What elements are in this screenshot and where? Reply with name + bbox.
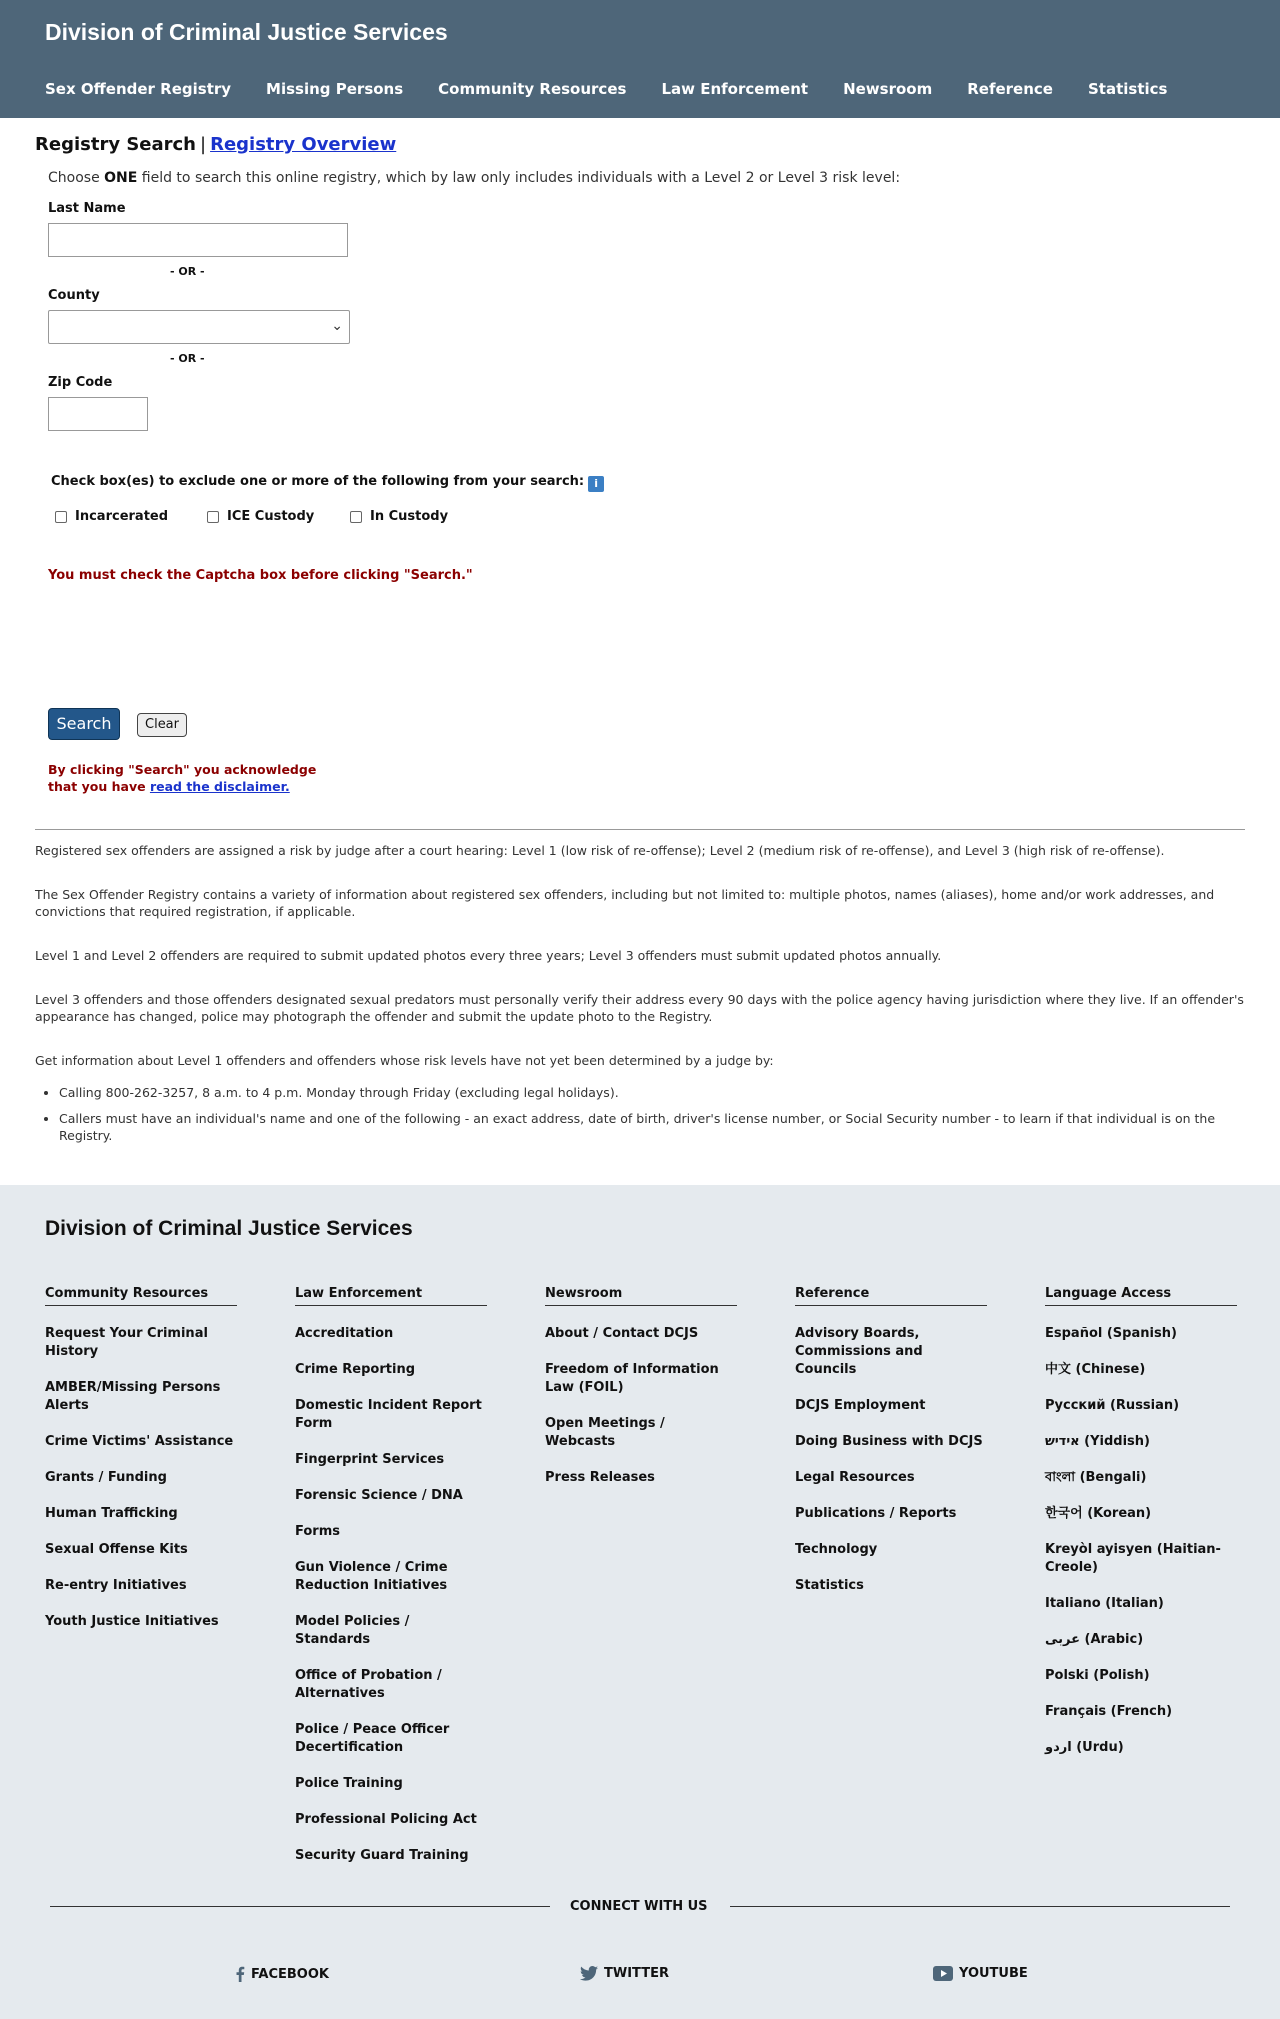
incarcerated-checkbox[interactable] (55, 509, 168, 524)
captcha-warning: You must check the Captcha box before clicking "Search." (48, 568, 473, 583)
checkbox-icon[interactable] (55, 511, 67, 523)
connect-with-us-heading: CONNECT WITH US (570, 1899, 708, 1914)
ack-line-1: By clicking "Search" you acknowledge (48, 762, 317, 777)
footer-link[interactable]: Request Your Criminal History (45, 1326, 208, 1359)
registry-search-heading: Registry Search (35, 134, 196, 155)
search-button[interactable]: Search (48, 708, 120, 740)
last-name-label: Last Name (48, 201, 126, 216)
intro-text-bold: ONE (104, 170, 138, 186)
nav-reference[interactable]: Reference (967, 80, 1053, 98)
footer-link[interactable]: Press Releases (545, 1470, 655, 1485)
chevron-down-icon: ⌄ (331, 318, 343, 334)
facebook-icon (235, 1966, 245, 1982)
footer-link[interactable]: বাংলা (Bengali) (1045, 1470, 1147, 1485)
footer-link[interactable]: Grants / Funding (45, 1470, 167, 1485)
site-header (0, 0, 1280, 118)
info-paragraph-level1: Get information about Level 1 offenders and offenders whose risk levels have not yet been determined by a judge by: (35, 1053, 774, 1068)
footer-link[interactable]: Doing Business with DCJS (795, 1434, 983, 1449)
footer-link[interactable]: Forensic Science / DNA (295, 1488, 463, 1503)
search-instructions (48, 170, 900, 186)
footer-heading: Language Access (1045, 1286, 1237, 1306)
footer-link[interactable]: Professional Policing Act (295, 1812, 477, 1827)
footer-link[interactable]: אידיש (Yiddish) (1045, 1434, 1150, 1449)
intro-text-before: Choose (48, 170, 105, 186)
youtube-icon (933, 1966, 953, 1981)
main-nav (45, 80, 1202, 98)
or-separator-1: - OR - (170, 265, 205, 278)
footer-link[interactable]: Français (French) (1045, 1704, 1173, 1719)
nav-sex-offender-registry[interactable]: Sex Offender Registry (45, 80, 232, 98)
site-footer (0, 1185, 1280, 2019)
footer-link[interactable]: Office of Probation / Alternatives (295, 1668, 442, 1701)
checkbox-icon[interactable] (207, 511, 219, 523)
info-paragraph-registry-contents: The Sex Offender Registry contains a variety of information about registered sex offenders, including but not limited to: multiple photos, names (aliases), home and/or work addresses, and convictions that required registration, if applicable. (35, 887, 1215, 919)
nav-community-resources[interactable]: Community Resources (438, 80, 627, 98)
footer-link[interactable]: Re-entry Initiatives (45, 1578, 187, 1593)
footer-link[interactable]: About / Contact DCJS (545, 1326, 699, 1341)
site-title[interactable]: Division of Criminal Justice Services (45, 19, 448, 45)
footer-link[interactable]: Kreyòl ayisyen (Haitian-Creole) (1045, 1542, 1221, 1575)
heading-separator: | (200, 134, 207, 155)
footer-link[interactable]: Gun Violence / Crime Reduction Initiatives (295, 1560, 448, 1593)
footer-link[interactable]: Statistics (795, 1578, 864, 1593)
ice-custody-label: ICE Custody (227, 509, 315, 524)
footer-heading: Community Resources (45, 1286, 237, 1306)
footer-link[interactable]: Sexual Offense Kits (45, 1542, 188, 1557)
info-icon[interactable]: i (588, 476, 604, 492)
footer-link[interactable]: Youth Justice Initiatives (45, 1614, 219, 1629)
footer-link[interactable]: Model Policies / Standards (295, 1614, 410, 1647)
footer-heading: Law Enforcement (295, 1286, 487, 1306)
footer-title: Division of Criminal Justice Services (45, 1217, 413, 1240)
footer-link[interactable]: Security Guard Training (295, 1848, 469, 1863)
footer-link[interactable]: Domestic Incident Report Form (295, 1398, 482, 1431)
nav-statistics[interactable]: Statistics (1087, 80, 1168, 98)
exclude-label-text: Check box(es) to exclude one or more of the following from your search: (51, 474, 585, 489)
footer-link[interactable]: Police Training (295, 1776, 403, 1791)
ice-custody-checkbox[interactable] (207, 509, 314, 524)
footer-col-reference (795, 1286, 987, 1613)
footer-link[interactable]: Polski (Polish) (1045, 1668, 1150, 1683)
footer-link[interactable]: 한국어 (Korean) (1045, 1506, 1152, 1521)
footer-col-community-resources (45, 1286, 237, 1649)
footer-col-law-enforcement (295, 1286, 487, 1883)
info-list (59, 1084, 1239, 1153)
footer-link[interactable]: Fingerprint Services (295, 1452, 445, 1467)
intro-text-after: field to search this online registry, which by law only includes individuals with a Level 2 or Level 3 risk level: (137, 170, 901, 186)
in-custody-label: In Custody (370, 509, 449, 524)
ack-line-2-text: that you have (48, 779, 150, 794)
footer-link[interactable]: عربى (Arabic) (1045, 1632, 1144, 1647)
footer-link[interactable]: Freedom of Information Law (FOIL) (545, 1362, 719, 1395)
checkbox-icon[interactable] (350, 511, 362, 523)
footer-link[interactable]: Forms (295, 1524, 340, 1539)
footer-link[interactable]: Legal Resources (795, 1470, 915, 1485)
twitter-link[interactable] (580, 1966, 669, 1981)
nav-newsroom[interactable]: Newsroom (843, 80, 933, 98)
zip-code-input[interactable] (48, 397, 148, 431)
last-name-input[interactable] (48, 223, 348, 257)
footer-link[interactable]: Advisory Boards, Commissions and Councils (795, 1326, 923, 1377)
footer-link[interactable]: Español (Spanish) (1045, 1326, 1177, 1341)
footer-link[interactable]: Technology (795, 1542, 878, 1557)
in-custody-checkbox[interactable] (350, 509, 448, 524)
facebook-label: FACEBOOK (251, 1966, 329, 1982)
registry-overview-link[interactable]: Registry Overview (210, 134, 397, 155)
county-select[interactable] (48, 310, 350, 344)
facebook-link[interactable] (235, 1966, 329, 1982)
footer-col-newsroom (545, 1286, 737, 1505)
info-paragraph-photos: Level 1 and Level 2 offenders are required to submit updated photos every three years; Level 3 offenders must submit updated photos annually. (35, 948, 942, 963)
nav-law-enforcement[interactable]: Law Enforcement (661, 80, 809, 98)
footer-heading: Newsroom (545, 1286, 737, 1306)
disclaimer-link[interactable]: read the disclaimer. (149, 779, 290, 794)
youtube-link[interactable] (933, 1966, 1028, 1981)
footer-col-language-access (1045, 1286, 1237, 1775)
info-paragraph-verification: Level 3 offenders and those offenders designated sexual predators must personally verify their address every 90 days with the police agency having jurisdiction where they live. If an offender's appearance has changed, police may photograph the offender and submit the update photo to the Registry. (35, 992, 1244, 1024)
footer-link[interactable]: DCJS Employment (795, 1398, 926, 1413)
list-item: • Calling 800-262-3257, 8 a.m. to 4 p.m. Monday through Friday (excluding legal holidays). (59, 1084, 1239, 1101)
footer-link[interactable]: Publications / Reports (795, 1506, 957, 1521)
footer-heading: Reference (795, 1286, 987, 1306)
footer-link[interactable]: Crime Reporting (295, 1362, 416, 1377)
nav-missing-persons[interactable]: Missing Persons (266, 80, 404, 98)
zip-code-label: Zip Code (48, 375, 113, 390)
footer-link[interactable]: Human Trafficking (45, 1506, 178, 1521)
footer-link[interactable]: اردو (Urdu) (1045, 1740, 1124, 1755)
youtube-label: YOUTUBE (959, 1966, 1028, 1981)
footer-link[interactable]: 中文 (Chinese) (1045, 1362, 1146, 1377)
footer-link[interactable]: Accreditation (295, 1326, 394, 1341)
or-separator-2: - OR - (170, 352, 205, 365)
footer-link[interactable]: Italiano (Italian) (1045, 1596, 1164, 1611)
disclaimer-acknowledgement (48, 761, 316, 795)
list-item: • Callers must have an individual's name and one of the following - an exact address, date of birth, driver's license number, or Social Security number - to learn if that individual is on the Registry. (59, 1110, 1239, 1144)
section-divider (35, 829, 1245, 830)
connect-divider-right (730, 1906, 1230, 1907)
incarcerated-label: Incarcerated (75, 509, 169, 524)
county-label: County (48, 288, 100, 303)
clear-button[interactable]: Clear (137, 713, 187, 737)
footer-link[interactable]: Crime Victims' Assistance (45, 1434, 234, 1449)
footer-link[interactable]: Русский (Russian) (1045, 1398, 1180, 1413)
footer-link[interactable]: AMBER/Missing Persons Alerts (45, 1380, 221, 1413)
twitter-icon (580, 1966, 598, 1981)
footer-link[interactable]: Open Meetings / Webcasts (545, 1416, 665, 1449)
ack-line-2 (48, 778, 316, 795)
page-title (35, 134, 396, 155)
twitter-label: TWITTER (604, 1966, 669, 1981)
exclude-label (51, 474, 604, 492)
connect-divider-left (50, 1906, 550, 1907)
info-paragraph-risk-levels: Registered sex offenders are assigned a risk by judge after a court hearing: Level 1 (low risk of re-offense); Level 2 (medium risk of re-offense), and Level 3 (high risk of re-offense). (35, 843, 1165, 858)
footer-link[interactable]: Police / Peace Officer Decertification (295, 1722, 450, 1755)
